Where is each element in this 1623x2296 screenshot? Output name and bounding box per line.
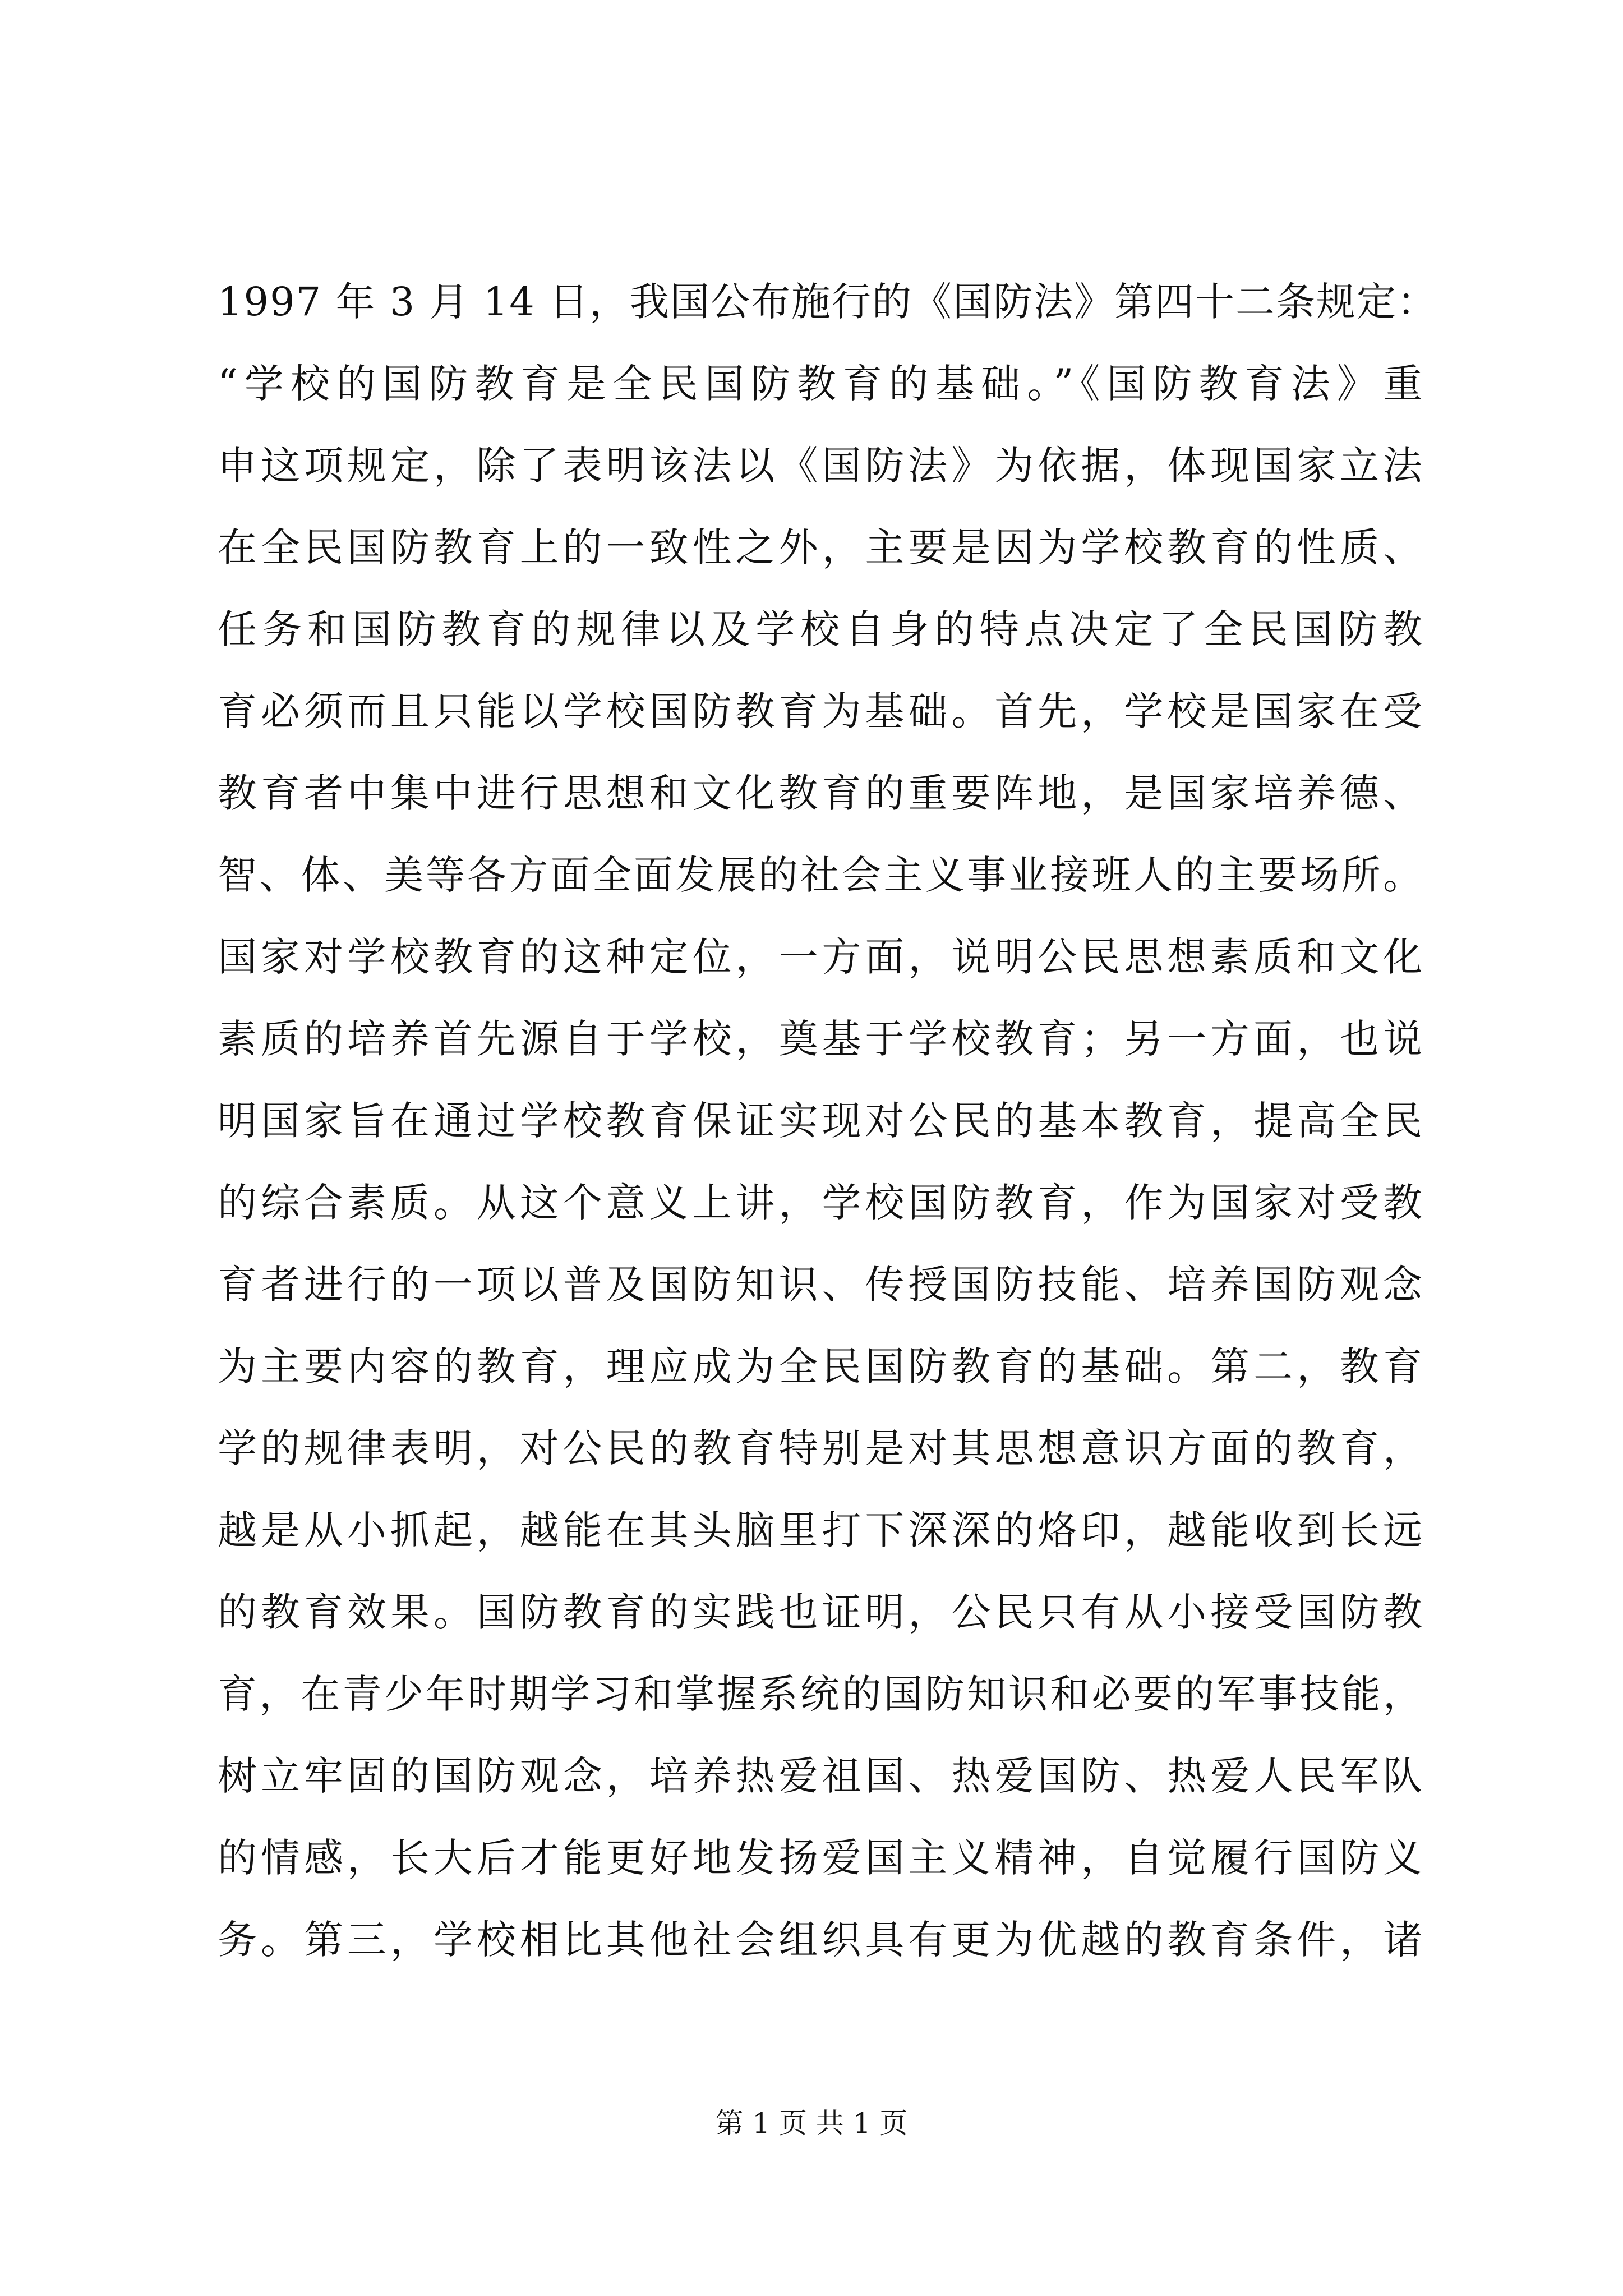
text-line: 教育者中集中进行思想和文化教育的重要阵地，是国家培养德、 <box>218 770 1423 816</box>
text-line: 明国家旨在通过学校教育保证实现对公民的基本教育，提高全民 <box>218 1098 1423 1144</box>
text-line: 育者进行的一项以普及国防知识、传授国防技能、培养国防观念 <box>218 1262 1423 1308</box>
text-line: 的综合素质。从这个意义上讲，学校国防教育，作为国家对受教 <box>218 1180 1423 1226</box>
text-line: 务。第三，学校相比其他社会组织具有更为优越的教育条件，诸 <box>218 1917 1423 1963</box>
text-line: 为主要内容的教育，理应成为全民国防教育的基础。第二，教育 <box>218 1343 1423 1389</box>
page-number: 第 1 页 共 1 页 <box>715 2107 908 2139</box>
text-line: 育，在青少年时期学习和掌握系统的国防知识和必要的军事技能， <box>218 1671 1423 1717</box>
text-line: 申这项规定，除了表明该法以《国防法》为依据，体现国家立法 <box>218 443 1423 489</box>
text-line: 智、体、美等各方面全面发展的社会主义事业接班人的主要场所。 <box>218 852 1423 898</box>
text-line: 任务和国防教育的规律以及学校自身的特点决定了全民国防教 <box>218 606 1423 652</box>
text-line: 树立牢固的国防观念，培养热爱祖国、热爱国防、热爱人民军队 <box>218 1753 1423 1799</box>
text-line: 在全民国防教育上的一致性之外，主要是因为学校教育的性质、 <box>218 524 1423 570</box>
text-line: 越是从小抓起，越能在其头脑里打下深深的烙印，越能收到长远 <box>218 1507 1423 1553</box>
text-line: 素质的培养首先源自于学校，奠基于学校教育；另一方面，也说 <box>218 1016 1423 1062</box>
text-line: “学校的国防教育是全民国防教育的基础。”《国防教育法》重 <box>218 361 1423 407</box>
body-paragraph <box>218 261 1438 1981</box>
text-line: 学的规律表明，对公民的教育特别是对其思想意识方面的教育， <box>218 1425 1423 1471</box>
text-line: 育必须而且只能以学校国防教育为基础。首先，学校是国家在受 <box>218 688 1423 734</box>
page-footer <box>0 2106 1623 2140</box>
text-line: 国家对学校教育的这种定位，一方面，说明公民思想素质和文化 <box>218 934 1423 980</box>
text-line: 1997 年 3 月 14 日，我国公布施行的《国防法》第四十二条规定： <box>218 279 1438 325</box>
text-line: 的情感，长大后才能更好地发扬爱国主义精神，自觉履行国防义 <box>218 1835 1423 1881</box>
text-line: 的教育效果。国防教育的实践也证明，公民只有从小接受国防教 <box>218 1589 1423 1635</box>
